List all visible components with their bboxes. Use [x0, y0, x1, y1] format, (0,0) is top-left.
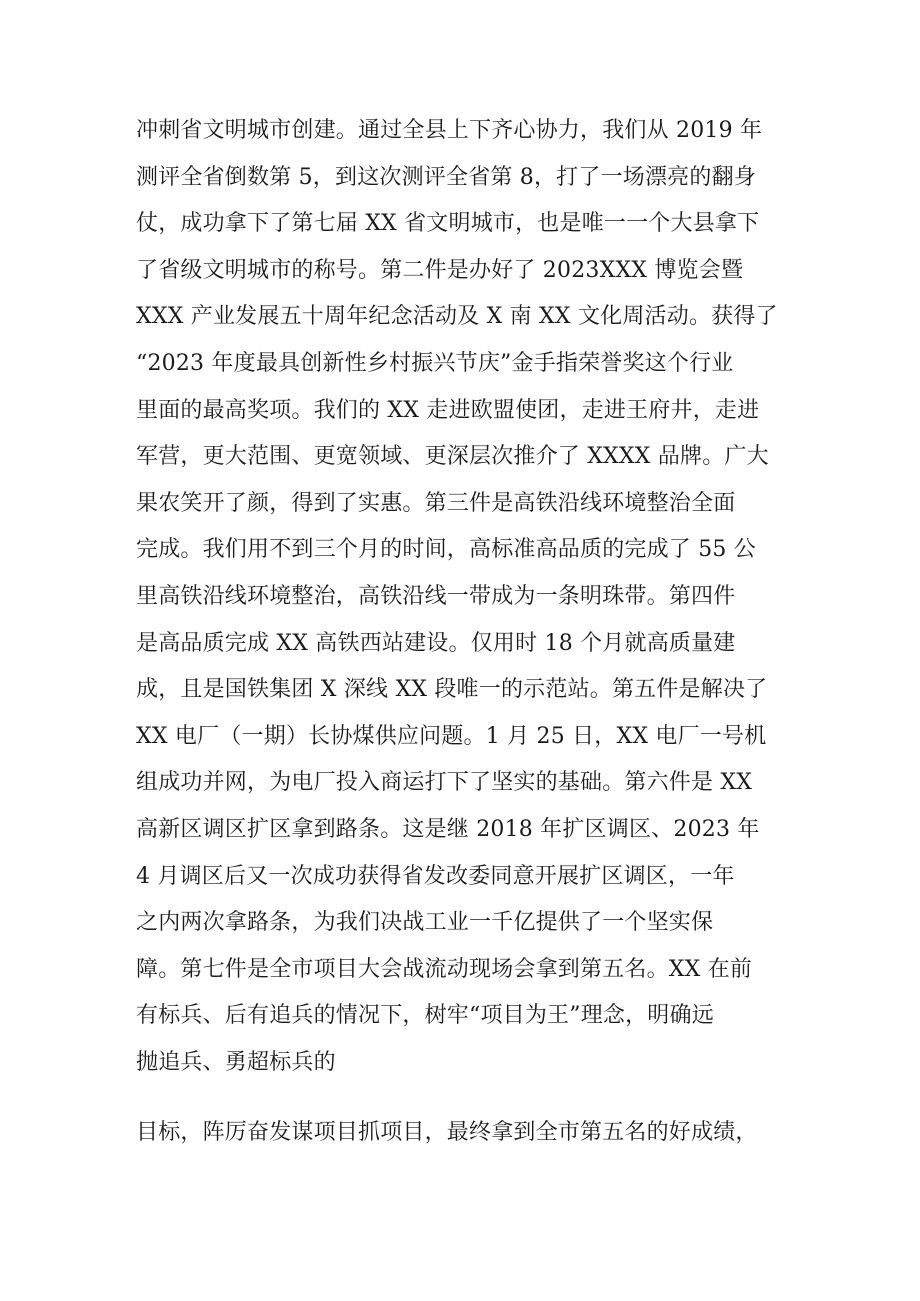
text-line: 抛追兵、勇超标兵的	[136, 1049, 336, 1075]
text-line: 果农笑开了颜，得到了实惠。第三件是高铁沿线环境整治全面	[136, 490, 736, 516]
text-line: 军营，更大范围、更宽领域、更深层次推介了 XXXX 品牌。广大	[136, 444, 769, 470]
text-line: XXX 产业发展五十周年纪念活动及 X 南 XX 文化周活动。获得了	[136, 304, 778, 330]
text-line: 了省级文明城市的称号。第二件是办好了 2023XXX 博览会暨	[136, 257, 744, 283]
text-line: 高新区调区扩区拿到路条。这是继 2018 年扩区调区、2023 年	[136, 816, 760, 842]
paragraph-gap	[136, 1086, 796, 1110]
text-line: 完成。我们用不到三个月的时间，高标准高品质的完成了 55 公	[136, 537, 756, 563]
text-line: 冲刺省文明城市创建。通过全县上下齐心协力，我们从 2019 年	[136, 118, 763, 143]
text-line: 障。第七件是全市项目大会战流动现场会拿到第五名。XX 在前	[136, 956, 753, 982]
text-line: 里高铁沿线环境整治，高铁沿线一带成为一条明珠带。第四件	[136, 583, 736, 609]
text-line: 成，且是国铁集团 X 深线 XX 段唯一的示范站。第五件是解决了	[136, 677, 768, 703]
text-line: 测评全省倒数第 5，到这次测评全省第 8，打了一场漂亮的翻身	[136, 164, 756, 190]
text-line: 组成功并网，为电厂投入商运打下了坚实的基础。第六件是 XX	[136, 770, 753, 796]
text-line: XX 电厂（一期）长协煤供应问题。1 月 25 日，XX 电厂一号机	[136, 723, 767, 749]
text-line: 是高品质完成 XX 高铁西站建设。仅用时 18 个月就高质量建	[136, 630, 736, 656]
text-line-last: 目标，阵厉奋发谋项目抓项目，最终拿到全市第五名的好成绩，	[136, 1120, 758, 1146]
text-line: 4 月调区后又一次成功获得省发改委同意开展扩区调区，一年	[136, 863, 735, 889]
document-body	[136, 108, 796, 1157]
text-line: “2023 年度最具创新性乡村振兴节庆”金手指荣誉奖这个行业	[136, 350, 734, 376]
text-line: 仗，成功拿下了第七届 XX 省文明城市，也是唯一一个大县拿下	[136, 211, 760, 237]
text-line: 有标兵、后有追兵的情况下，树牢“项目为王”理念，明确远	[136, 1003, 714, 1029]
text-line: 之内两次拿路条，为我们决战工业一千亿提供了一个坚实保	[136, 910, 714, 936]
text-line: 里面的最高奖项。我们的 XX 走进欧盟使团，走进王府井，走进	[136, 397, 760, 423]
